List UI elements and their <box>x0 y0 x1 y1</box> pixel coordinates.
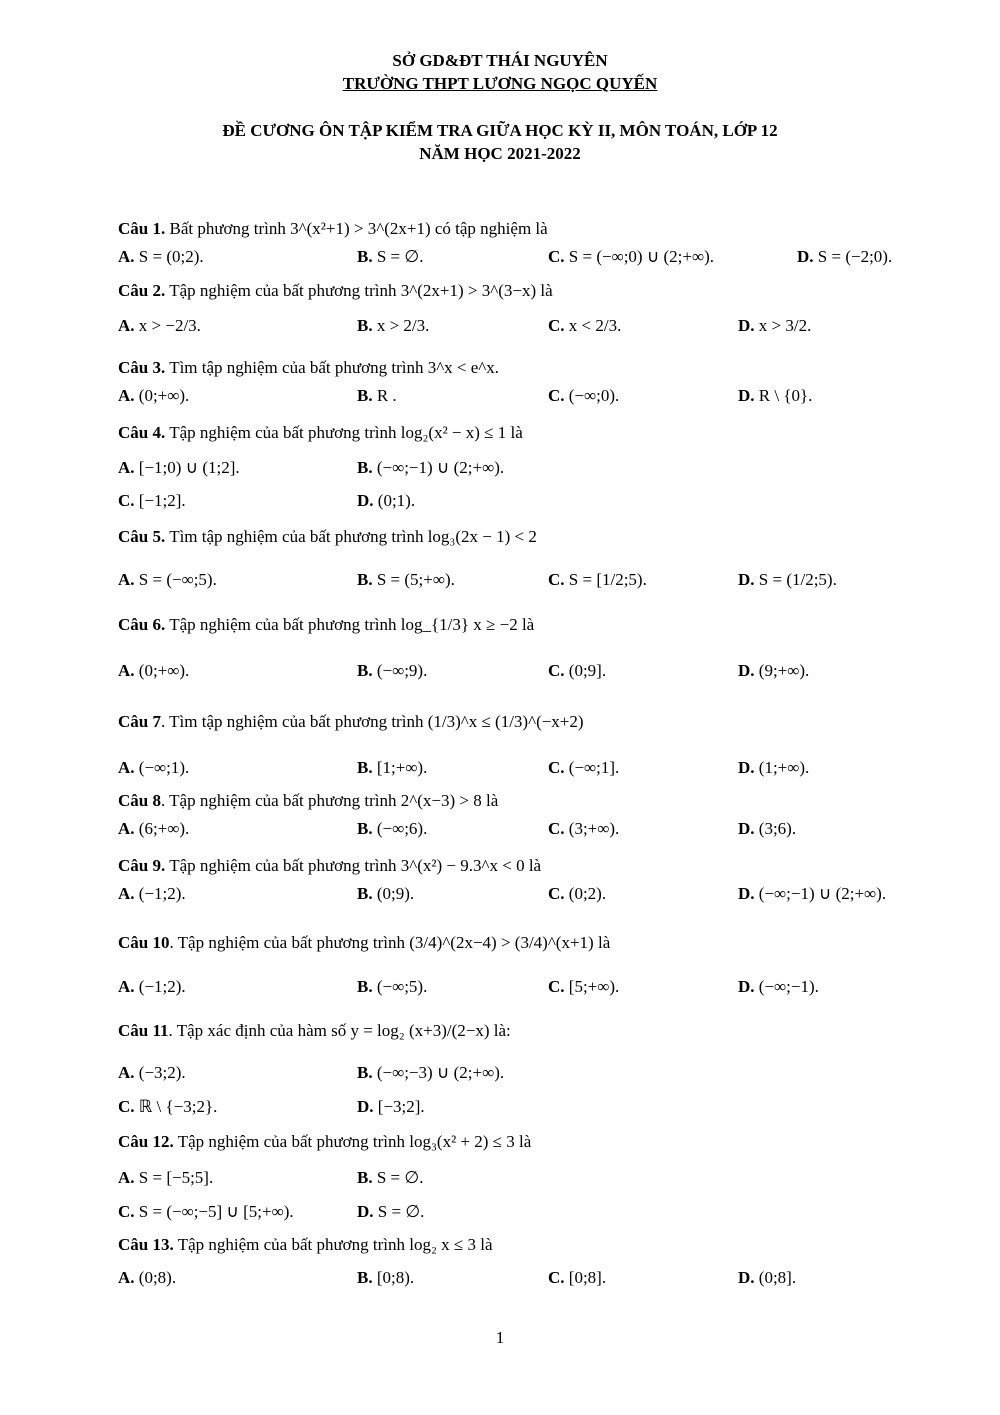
question-label: Câu 12. <box>118 1132 174 1151</box>
question-text: Bất phương trình 3^(x²+1) > 3^(2x+1) có tập nghiệm là <box>169 219 548 238</box>
option-letter: B. <box>357 977 373 996</box>
question-text: Tập nghiệm của bất phương trình log₂ x ≤ 3 là <box>177 1235 493 1254</box>
option-b <box>357 385 397 407</box>
option-letter: D. <box>738 1268 755 1287</box>
question-2 <box>118 280 553 302</box>
option-value: x < 2/3. <box>564 316 622 335</box>
option-value: S = (−2;0). <box>813 247 893 266</box>
option-value: (0;8]. <box>754 1268 797 1287</box>
option-value: R . <box>372 386 397 405</box>
question-label: Câu 9. <box>118 856 166 875</box>
option-letter: B. <box>357 316 373 335</box>
option-d <box>357 490 415 512</box>
option-value: (6;+∞). <box>134 819 190 838</box>
option-d <box>738 660 809 682</box>
option-letter: A. <box>118 386 135 405</box>
option-a <box>118 1267 176 1289</box>
option-value: ℝ \ {−3;2}. <box>134 1097 218 1116</box>
option-value: R \ {0}. <box>754 386 813 405</box>
option-c <box>548 660 606 682</box>
option-value: [−1;0) ∪ (1;2]. <box>134 458 240 477</box>
option-letter: B. <box>357 661 373 680</box>
option-a <box>118 818 189 840</box>
question-label: Câu 4. <box>118 423 166 442</box>
option-c <box>548 569 647 591</box>
option-value: (9;+∞). <box>754 661 810 680</box>
option-d <box>738 1267 796 1289</box>
option-value: (−∞;5). <box>372 977 428 996</box>
option-a <box>118 315 201 337</box>
option-letter: D. <box>738 386 755 405</box>
option-c <box>118 490 186 512</box>
option-value: (1;+∞). <box>754 758 810 777</box>
option-c <box>548 385 619 407</box>
option-value: (3;6). <box>754 819 797 838</box>
question-1 <box>118 218 548 240</box>
option-b <box>357 246 423 268</box>
option-value: S = (−∞;5). <box>134 570 217 589</box>
option-letter: C. <box>548 386 565 405</box>
option-b <box>357 883 414 905</box>
option-d <box>738 385 812 407</box>
option-letter: A. <box>118 758 135 777</box>
question-10 <box>118 932 610 954</box>
option-letter: A. <box>118 1268 135 1287</box>
option-value: S = (5;+∞). <box>372 570 455 589</box>
option-b <box>357 1062 504 1084</box>
option-d <box>738 757 809 779</box>
option-d <box>357 1096 425 1118</box>
option-letter: A. <box>118 247 135 266</box>
option-value: [−1;2]. <box>134 491 186 510</box>
option-d <box>738 315 811 337</box>
option-b <box>357 976 427 998</box>
option-a <box>118 569 217 591</box>
option-letter: C. <box>118 491 135 510</box>
option-c <box>548 976 619 998</box>
option-value: (−∞;−1). <box>754 977 819 996</box>
option-letter: B. <box>357 386 373 405</box>
option-c <box>548 246 714 268</box>
option-value: (−∞;6). <box>372 819 428 838</box>
option-letter: C. <box>548 247 565 266</box>
option-letter: B. <box>357 758 373 777</box>
option-letter: B. <box>357 884 373 903</box>
option-d <box>357 1201 424 1223</box>
question-text: Tập nghiệm của bất phương trình log₃(x² + 2) ≤ 3 là <box>177 1132 532 1151</box>
option-value: (0;2). <box>564 884 607 903</box>
option-letter: B. <box>357 458 373 477</box>
option-a <box>118 883 186 905</box>
option-value: x > −2/3. <box>134 316 201 335</box>
option-d <box>738 818 796 840</box>
question-12 <box>118 1131 531 1153</box>
option-letter: B. <box>357 247 373 266</box>
option-letter: B. <box>357 1063 373 1082</box>
question-text: . Tìm tập nghiệm của bất phương trình (1/3)^x ≤ (1/3)^(−x+2) <box>160 712 584 731</box>
option-b <box>357 1267 414 1289</box>
question-text: . Tập nghiệm của bất phương trình (3/4)^(2x−4) > (3/4)^(x+1) là <box>169 933 611 952</box>
option-value: (−1;2). <box>134 977 186 996</box>
option-letter: C. <box>118 1097 135 1116</box>
question-label: Câu 11 <box>118 1021 169 1040</box>
option-letter: B. <box>357 570 373 589</box>
question-11 <box>118 1020 511 1042</box>
option-c <box>548 757 619 779</box>
option-letter: D. <box>357 491 374 510</box>
option-letter: C. <box>548 884 565 903</box>
option-value: (0;1). <box>373 491 416 510</box>
option-letter: D. <box>738 570 755 589</box>
option-value: (−∞;0). <box>564 386 620 405</box>
option-value: (0;+∞). <box>134 386 190 405</box>
option-value: (0;+∞). <box>134 661 190 680</box>
option-letter: B. <box>357 819 373 838</box>
option-value: S = (−∞;−5] ∪ [5;+∞). <box>134 1202 294 1221</box>
question-label: Câu 6. <box>118 615 166 634</box>
question-text: . Tập nghiệm của bất phương trình 2^(x−3) > 8 là <box>160 791 499 810</box>
option-value: (3;+∞). <box>564 819 620 838</box>
option-value: S = (1/2;5). <box>754 570 837 589</box>
question-label: Câu 5. <box>118 527 166 546</box>
option-value: x > 3/2. <box>754 316 812 335</box>
option-letter: D. <box>738 884 755 903</box>
question-4 <box>118 422 523 444</box>
option-value: [1;+∞). <box>372 758 428 777</box>
option-letter: A. <box>118 819 135 838</box>
option-value: [0;8]. <box>564 1268 607 1287</box>
option-value: S = [1/2;5). <box>564 570 647 589</box>
school-name: TRƯỜNG THPT LƯƠNG NGỌC QUYẾN <box>342 74 658 93</box>
question-label: Câu 7 <box>118 712 161 731</box>
option-letter: D. <box>357 1202 374 1221</box>
option-letter: C. <box>548 316 565 335</box>
option-a <box>118 246 204 268</box>
option-a <box>118 1062 186 1084</box>
option-b <box>357 569 455 591</box>
question-9 <box>118 855 541 877</box>
question-6 <box>118 614 534 636</box>
option-a <box>118 660 189 682</box>
option-c <box>548 1267 606 1289</box>
question-text: Tập nghiệm của bất phương trình log₂(x² − x) ≤ 1 là <box>169 423 523 442</box>
question-text: Tìm tập nghiệm của bất phương trình log₃(2x − 1) < 2 <box>169 527 537 546</box>
question-3 <box>118 357 499 379</box>
option-letter: A. <box>118 661 135 680</box>
question-7 <box>118 711 584 733</box>
option-value: S = [−5;5]. <box>134 1168 214 1187</box>
option-c <box>118 1096 217 1118</box>
option-letter: C. <box>548 977 565 996</box>
question-text: Tập nghiệm của bất phương trình 3^(x²) − 9.3^x < 0 là <box>169 856 542 875</box>
question-label: Câu 3. <box>118 358 166 377</box>
option-letter: B. <box>357 1168 373 1187</box>
option-value: (−∞;−3) ∪ (2;+∞). <box>372 1063 505 1082</box>
option-value: S = ∅. <box>372 1168 424 1187</box>
option-letter: A. <box>118 458 135 477</box>
option-letter: C. <box>548 819 565 838</box>
question-text: Tìm tập nghiệm của bất phương trình 3^x < e^x. <box>169 358 500 377</box>
option-letter: A. <box>118 316 135 335</box>
option-c <box>118 1201 294 1223</box>
option-value: (−3;2). <box>134 1063 186 1082</box>
option-value: x > 2/3. <box>372 316 430 335</box>
option-d <box>797 246 892 268</box>
option-value: (0;8). <box>134 1268 177 1287</box>
question-13 <box>118 1234 493 1256</box>
option-letter: D. <box>738 758 755 777</box>
option-b <box>357 457 504 479</box>
option-value: [0;8). <box>372 1268 415 1287</box>
option-d <box>738 883 886 905</box>
option-a <box>118 1167 213 1189</box>
option-a <box>118 976 186 998</box>
question-label: Câu 8 <box>118 791 161 810</box>
option-c <box>548 883 606 905</box>
option-letter: A. <box>118 977 135 996</box>
option-value: [−3;2]. <box>373 1097 425 1116</box>
option-letter: A. <box>118 884 135 903</box>
question-5 <box>118 526 537 548</box>
option-value: [5;+∞). <box>564 977 620 996</box>
option-letter: D. <box>738 977 755 996</box>
question-text: . Tập xác định của hàm số y = log₂ (x+3)/(2−x) là: <box>168 1021 511 1040</box>
option-letter: A. <box>118 1063 135 1082</box>
option-letter: A. <box>118 570 135 589</box>
option-a <box>118 757 189 779</box>
option-value: S = (0;2). <box>134 247 204 266</box>
option-b <box>357 660 427 682</box>
option-letter: D. <box>738 819 755 838</box>
question-label: Câu 1. <box>118 219 166 238</box>
option-value: (−∞;9). <box>372 661 428 680</box>
question-text: Tập nghiệm của bất phương trình 3^(2x+1) > 3^(3−x) là <box>169 281 553 300</box>
option-letter: D. <box>797 247 814 266</box>
option-value: S = ∅. <box>373 1202 425 1221</box>
option-c <box>548 818 619 840</box>
department-heading: SỞ GD&ĐT THÁI NGUYÊN <box>392 51 608 70</box>
option-d <box>738 569 837 591</box>
option-letter: D. <box>738 661 755 680</box>
option-value: S = (−∞;0) ∪ (2;+∞). <box>564 247 715 266</box>
option-letter: A. <box>118 1168 135 1187</box>
option-value: (0;9). <box>372 884 415 903</box>
option-letter: C. <box>548 661 565 680</box>
option-b <box>357 757 427 779</box>
option-a <box>118 385 189 407</box>
option-letter: C. <box>548 570 565 589</box>
option-letter: B. <box>357 1268 373 1287</box>
option-value: (−∞;1). <box>134 758 190 777</box>
option-value: (−∞;1]. <box>564 758 620 777</box>
option-b <box>357 315 429 337</box>
option-b <box>357 818 427 840</box>
page-number: 1 <box>495 1328 505 1347</box>
question-8 <box>118 790 498 812</box>
option-value: (−1;2). <box>134 884 186 903</box>
option-c <box>548 315 621 337</box>
option-a <box>118 457 240 479</box>
question-label: Câu 13. <box>118 1235 174 1254</box>
document-title: ĐỀ CƯƠNG ÔN TẬP KIỂM TRA GIỮA HỌC KỲ II, MÔN TOÁN, LỚP 12 <box>222 121 778 140</box>
question-text: Tập nghiệm của bất phương trình log_{1/3} x ≥ −2 là <box>169 615 535 634</box>
option-d <box>738 976 819 998</box>
school-year: NĂM HỌC 2021-2022 <box>419 144 581 163</box>
option-letter: C. <box>548 758 565 777</box>
option-letter: C. <box>548 1268 565 1287</box>
option-letter: D. <box>357 1097 374 1116</box>
option-value: (−∞;−1) ∪ (2;+∞). <box>372 458 505 477</box>
option-letter: C. <box>118 1202 135 1221</box>
question-label: Câu 2. <box>118 281 166 300</box>
school-heading <box>0 73 1000 95</box>
option-value: (−∞;−1) ∪ (2;+∞). <box>754 884 887 903</box>
option-value: (0;9]. <box>564 661 607 680</box>
option-b <box>357 1167 423 1189</box>
option-value: S = ∅. <box>372 247 424 266</box>
question-label: Câu 10 <box>118 933 170 952</box>
option-letter: D. <box>738 316 755 335</box>
